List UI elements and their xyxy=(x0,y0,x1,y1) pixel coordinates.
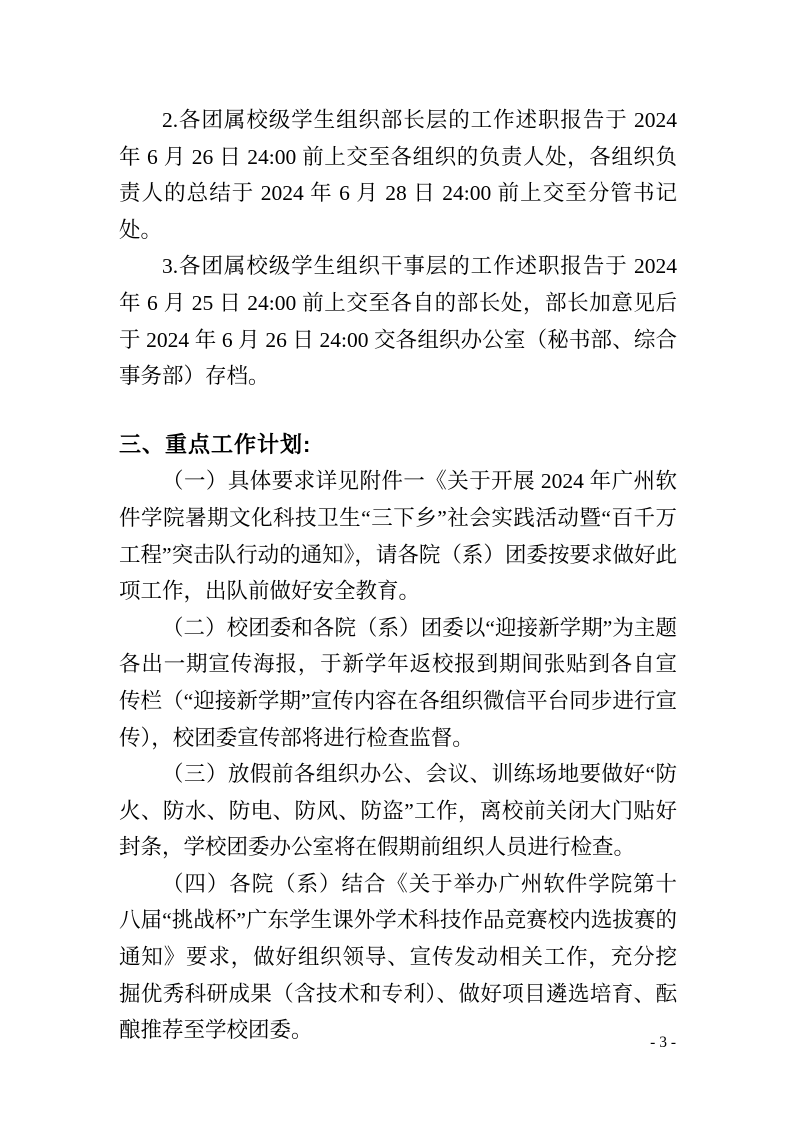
paragraph-deadline-heads: 2.各团属校级学生组织部长层的工作述职报告于 2024 年 6 月 26 日 24:00 前上交至各组织的负责人处，各组织负责人的总结于 2024 年 6 月 28 日 24:00 前上交至分管书记处。 xyxy=(119,108,677,242)
paragraph-deadline-staff: 3.各团属校级学生组织干事层的工作述职报告于 2024 年 6 月 25 日 24:00 前上交至各自的部长处，部长加意见后于 2024 年 6 月 26 日 24:00 交各组织办公室（秘书部、综合事务部）存档。 xyxy=(119,254,677,389)
page-number: - 3 - xyxy=(650,1034,676,1051)
plan-item-4: （四）各院（系）结合《关于举办广州软件学院第十八届“挑战杯”广东学生课外学术科技作品竞赛校内选拔赛的通知》要求，做好组织领导、宣传发动相关工作，充分挖掘优秀科研成果（含技术和专利）、做好项目遴选培育、酝酿推荐至学校团委。 xyxy=(119,871,677,1043)
plan-item-2: （二）校团委和各院（系）团委以“迎接新学期”为主题各出一期宣传海报，于新学年返校报到期间张贴到各自宣传栏（“迎接新学期”宣传内容在各组织微信平台同步进行宣传），校团委宣传部将进行检查监督。 xyxy=(119,615,677,750)
section-heading-key-work-plan: 三、重点工作计划: xyxy=(119,431,312,457)
plan-item-3: （三）放假前各组织办公、会议、训练场地要做好“防火、防水、防电、防风、防盗”工作，离校前关闭大门贴好封条，学校团委办公室将在假期前组织人员进行检查。 xyxy=(119,762,677,860)
document-body xyxy=(119,102,677,1049)
plan-item-1: （一）具体要求详见附件一《关于开展 2024 年广州软件学院暑期文化科技卫生“三下乡”社会实践活动暨“百千万工程”突击队行动的通知》，请各院（系）团委按要求做好此项工作，出队前做好安全教育。 xyxy=(119,469,677,604)
